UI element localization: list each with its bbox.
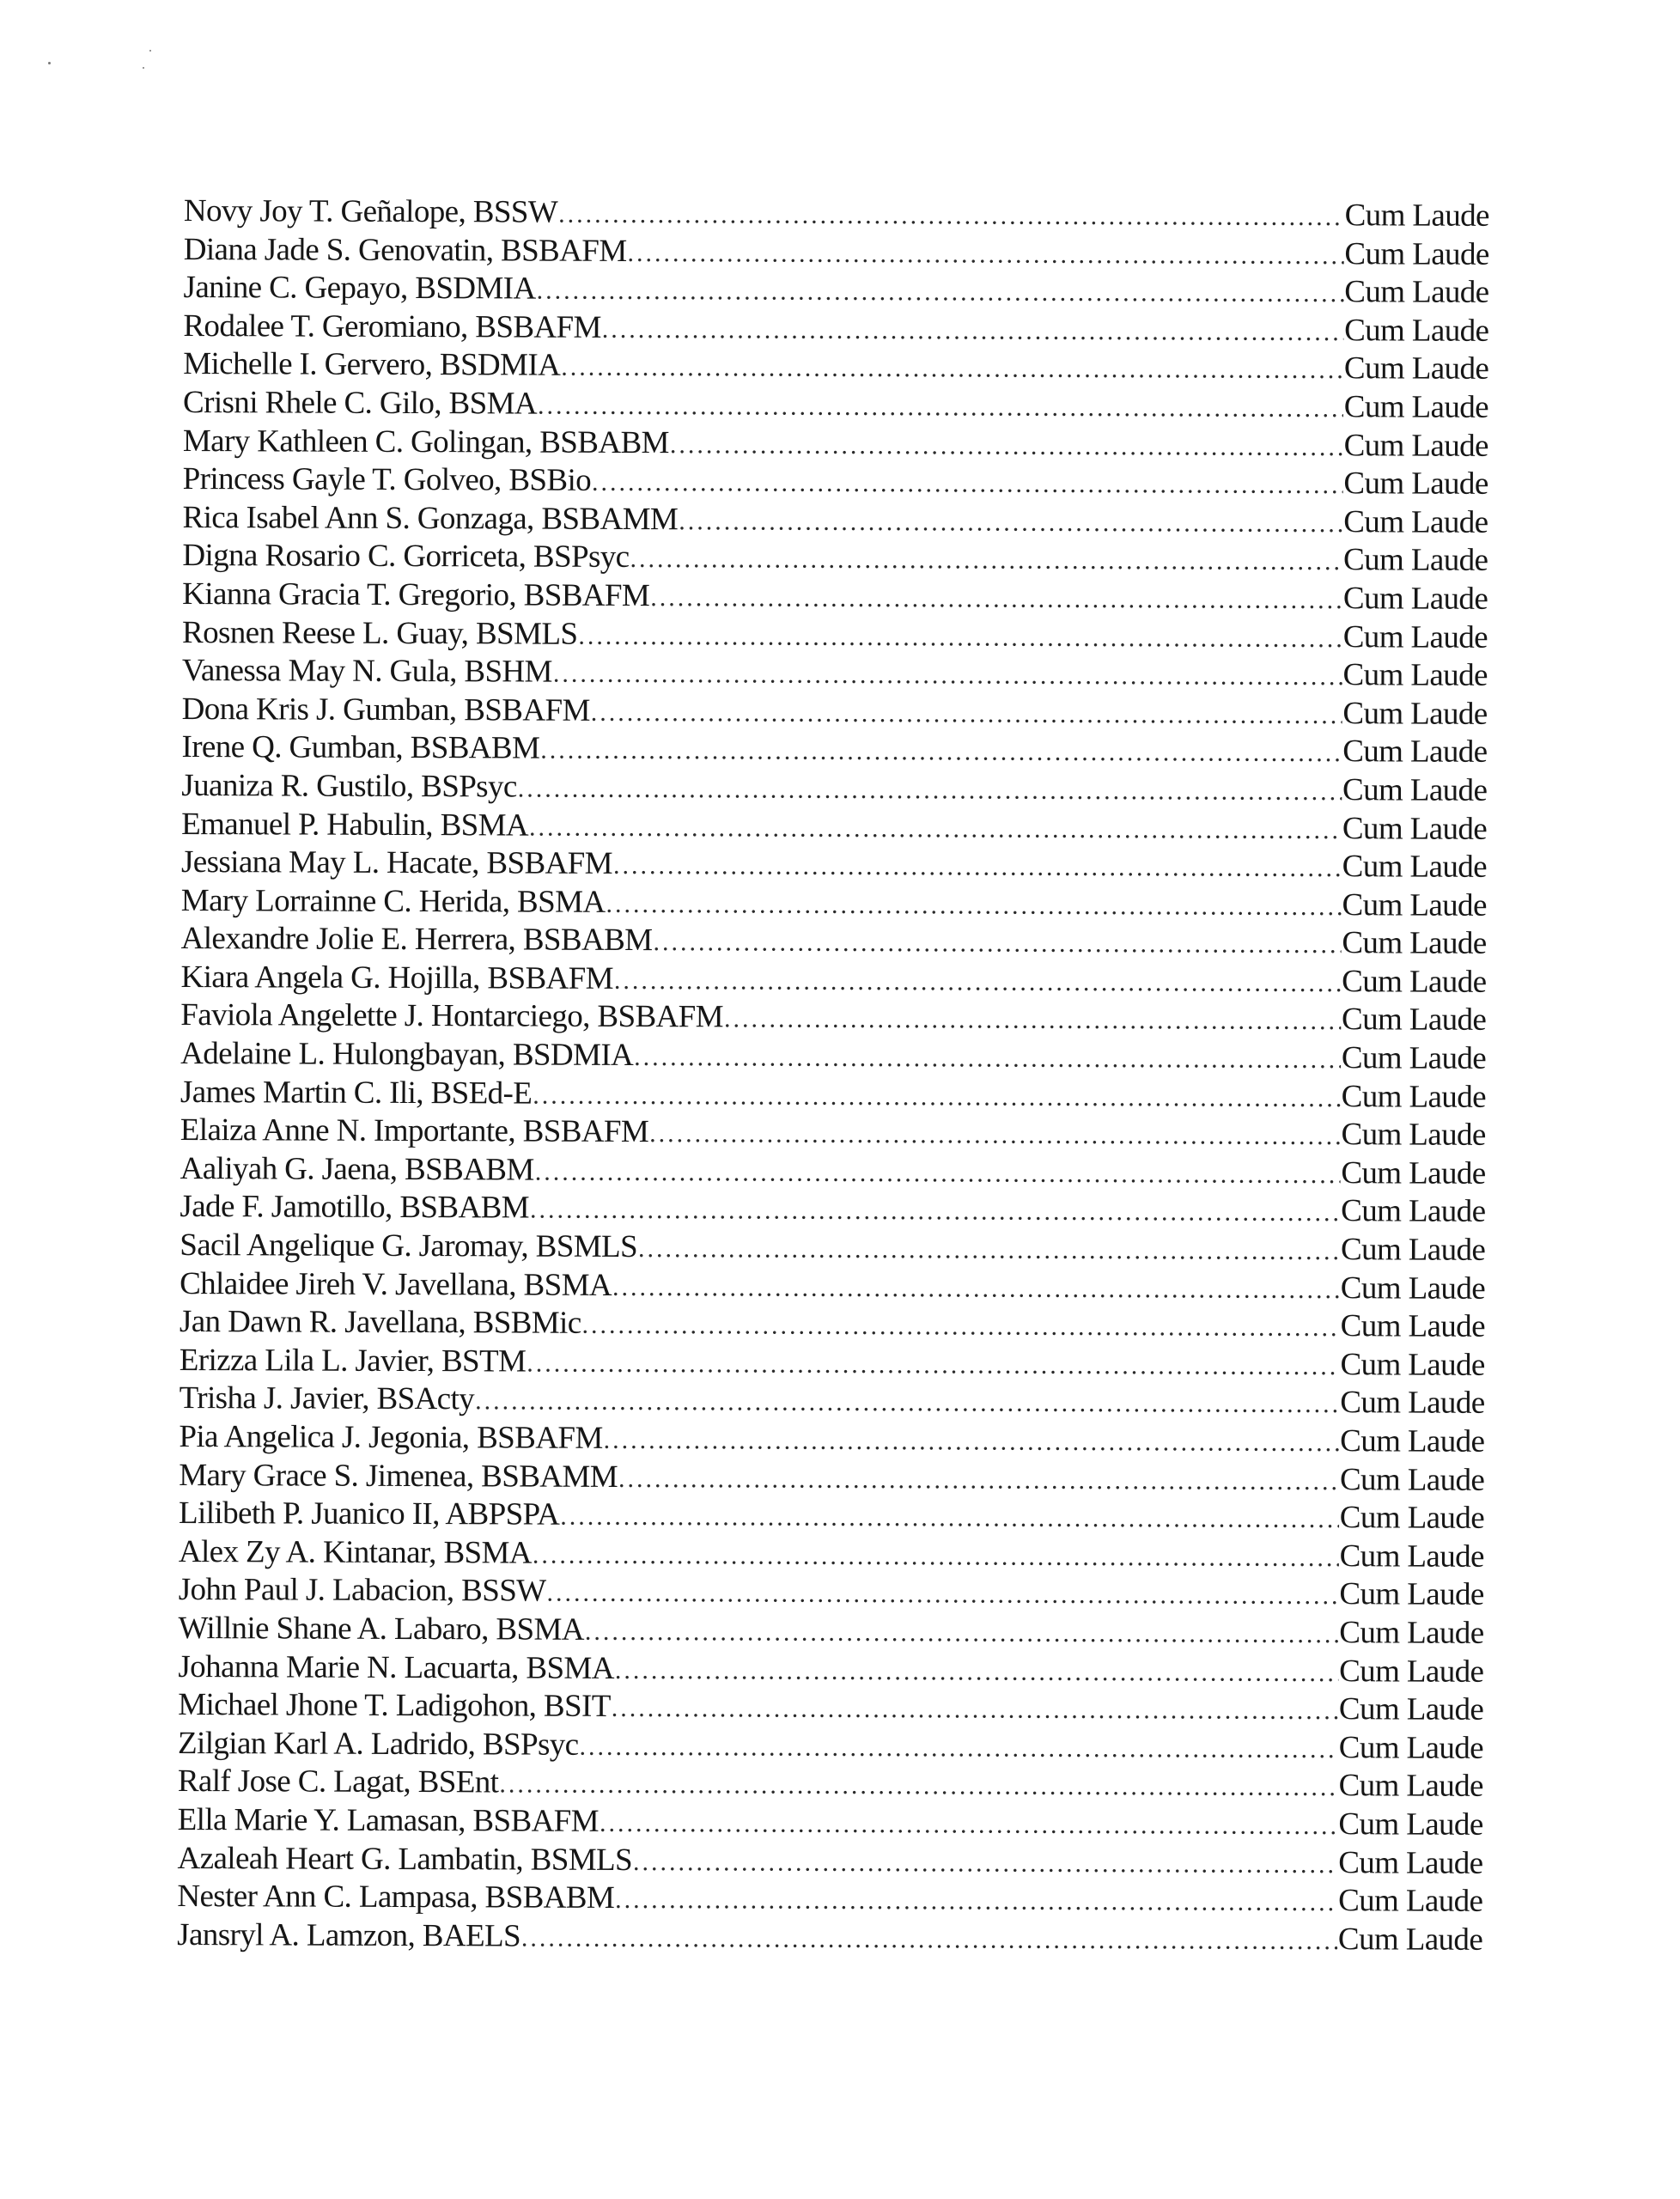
latin-honor: Cum Laude	[1339, 1653, 1484, 1690]
latin-honor: Cum Laude	[1342, 964, 1487, 1000]
graduate-name: Rosnen Reese L. Guay, BSMLS	[181, 614, 578, 652]
dot-leader	[537, 272, 1344, 314]
graduate-name: Nester Ann C. Lampasa, BSBABM	[177, 1879, 615, 1916]
dot-leader	[634, 1039, 1341, 1080]
dot-leader	[591, 694, 1342, 735]
list-item	[183, 269, 1488, 312]
list-item	[177, 1840, 1482, 1883]
latin-honor: Cum Laude	[1339, 1500, 1485, 1537]
dot-leader	[602, 311, 1343, 352]
dot-leader	[579, 1728, 1337, 1770]
list-item	[183, 308, 1488, 350]
dot-leader	[540, 732, 1342, 773]
latin-honor: Cum Laude	[1342, 886, 1487, 923]
list-item	[183, 423, 1488, 466]
latin-honor: Cum Laude	[1340, 1423, 1485, 1459]
graduate-name: Vanessa May N. Gula, BSHM	[181, 653, 552, 690]
latin-honor: Cum Laude	[1338, 1729, 1484, 1766]
list-item	[182, 537, 1488, 580]
latin-honor: Cum Laude	[1339, 1576, 1484, 1613]
latin-honor: Cum Laude	[1340, 1308, 1486, 1345]
dot-leader	[614, 962, 1341, 1003]
latin-honor: Cum Laude	[1342, 810, 1488, 847]
list-item	[178, 1648, 1483, 1691]
list-item	[180, 959, 1486, 1002]
latin-honor: Cum Laude	[1342, 695, 1488, 732]
dot-leader	[638, 1230, 1340, 1271]
graduate-name: Kianna Gracia T. Gregorio, BSBAFM	[182, 576, 650, 614]
dot-leader	[604, 1422, 1340, 1463]
graduate-name: Azaleah Heart G. Lambatin, BSMLS	[177, 1840, 633, 1878]
dot-leader	[535, 1153, 1341, 1194]
list-item	[178, 1610, 1483, 1653]
graduate-name: Alexandre Jolie E. Herrera, BSBABM	[180, 921, 653, 959]
graduate-name: Janine C. Gepayo, BSDMIA	[183, 270, 536, 307]
list-item	[181, 728, 1487, 771]
graduate-name: Dona Kris J. Gumban, BSBAFM	[181, 691, 590, 728]
dot-leader	[533, 1076, 1341, 1118]
dot-leader	[533, 1536, 1339, 1577]
graduate-name: Diana Jade S. Genovatin, BSBAFM	[183, 231, 627, 269]
latin-honor: Cum Laude	[1343, 427, 1488, 464]
latin-honor: Cum Laude	[1339, 1461, 1485, 1498]
dot-leader	[615, 1881, 1337, 1922]
list-item	[181, 882, 1487, 925]
list-item	[180, 1035, 1486, 1078]
dot-leader	[518, 770, 1342, 811]
graduate-name: Digna Rosario C. Gorriceta, BSPsyc	[182, 538, 630, 576]
graduate-name: Elaiza Anne N. Importante, BSBAFM	[180, 1112, 649, 1150]
graduate-name: Willnie Shane A. Labaro, BSMA	[178, 1610, 584, 1648]
graduate-name: Alex Zy A. Kintanar, BSMA	[178, 1533, 533, 1571]
graduate-name: Pia Angelica J. Jegonia, BSBAFM	[179, 1418, 603, 1456]
list-item	[177, 1878, 1482, 1921]
graduate-name: Jansryl A. Lamzon, BAELS	[177, 1916, 521, 1954]
dot-leader	[612, 1269, 1340, 1310]
dot-leader	[558, 196, 1344, 237]
latin-honor: Cum Laude	[1343, 389, 1489, 425]
latin-honor: Cum Laude	[1341, 1040, 1487, 1076]
dot-leader	[600, 1805, 1338, 1846]
scan-speck	[149, 50, 151, 52]
dot-leader	[612, 1690, 1338, 1731]
list-item	[180, 996, 1486, 1039]
dot-leader	[585, 1613, 1339, 1654]
latin-honor: Cum Laude	[1340, 1385, 1485, 1422]
list-item	[180, 1150, 1486, 1193]
dot-leader	[630, 540, 1342, 582]
latin-honor: Cum Laude	[1343, 503, 1488, 540]
list-item	[178, 1686, 1483, 1729]
list-item	[180, 1303, 1485, 1346]
graduate-name: Sacil Angelique G. Jaromay, BSMLS	[180, 1227, 638, 1265]
dot-leader	[546, 1575, 1338, 1616]
graduate-name: Mary Kathleen C. Golingan, BSBABM	[182, 423, 669, 460]
dot-leader	[649, 1115, 1340, 1156]
latin-honor: Cum Laude	[1341, 1002, 1487, 1039]
latin-honor: Cum Laude	[1337, 1921, 1483, 1958]
list-item	[180, 1342, 1485, 1385]
latin-honor: Cum Laude	[1342, 657, 1488, 693]
graduate-name: Jessiana May L. Hacate, BSBAFM	[180, 844, 613, 882]
list-item	[180, 1112, 1486, 1154]
graduate-name: Lilibeth P. Juanico II, ABPSPA	[179, 1495, 560, 1532]
graduate-name: Rica Isabel Ann S. Gonzaga, BSBAMM	[182, 499, 679, 537]
dot-leader	[650, 579, 1342, 620]
list-item	[183, 460, 1488, 503]
dot-leader	[679, 503, 1342, 544]
dot-leader	[553, 655, 1342, 697]
dot-leader	[670, 426, 1343, 467]
graduate-name: Ella Marie Y. Lamasan, BSBAFM	[177, 1801, 600, 1839]
latin-honor: Cum Laude	[1341, 1078, 1487, 1115]
dot-leader	[724, 1001, 1341, 1041]
latin-honor: Cum Laude	[1344, 274, 1489, 311]
latin-honor: Cum Laude	[1342, 734, 1488, 771]
latin-honor: Cum Laude	[1338, 1844, 1483, 1881]
list-item	[179, 1418, 1484, 1461]
latin-honor: Cum Laude	[1344, 235, 1489, 272]
list-item	[182, 652, 1488, 695]
latin-honor: Cum Laude	[1339, 1538, 1484, 1575]
dot-leader	[527, 1344, 1339, 1386]
graduate-name: Trisha J. Javier, BSActy	[179, 1380, 475, 1417]
list-item	[180, 1188, 1485, 1231]
latin-honor: Cum Laude	[1341, 1117, 1486, 1154]
graduate-name: Adelaine L. Hulongbayan, BSDMIA	[180, 1036, 634, 1074]
list-item	[180, 1380, 1485, 1422]
dot-leader	[606, 886, 1341, 927]
dot-leader	[538, 387, 1343, 429]
graduate-name: John Paul J. Labacion, BSSW	[178, 1572, 546, 1610]
list-item	[182, 499, 1488, 542]
graduate-name: Mary Grace S. Jimenea, BSBAMM	[179, 1457, 618, 1495]
list-item	[177, 1916, 1482, 1959]
list-item	[184, 231, 1489, 274]
latin-honor: Cum Laude	[1338, 1768, 1483, 1805]
list-item	[183, 384, 1488, 427]
dot-leader	[618, 1460, 1339, 1502]
latin-honor: Cum Laude	[1339, 1615, 1484, 1651]
dot-leader	[475, 1383, 1339, 1424]
list-item	[181, 767, 1487, 810]
latin-honor: Cum Laude	[1343, 350, 1489, 387]
latin-honor: Cum Laude	[1342, 618, 1488, 655]
graduate-name: Johanna Marie N. Lacuarta, BSMA	[178, 1648, 614, 1686]
graduate-name: Faviola Angelette J. Hontarciego, BSBAFM	[180, 997, 724, 1035]
latin-honor: Cum Laude	[1338, 1806, 1483, 1843]
list-item	[184, 192, 1489, 235]
dot-leader	[521, 1919, 1337, 1960]
list-item	[181, 920, 1487, 963]
graduate-name: Ralf Jose C. Lagat, BSEnt	[177, 1763, 499, 1800]
scan-speck	[48, 62, 51, 64]
list-item	[178, 1801, 1483, 1844]
latin-honor: Cum Laude	[1340, 1346, 1485, 1383]
graduate-name: James Martin C. Ili, BSEd-E	[180, 1074, 533, 1112]
graduate-name: Zilgian Karl A. Ladrido, BSPsyc	[177, 1725, 579, 1763]
list-item	[181, 844, 1487, 886]
latin-honor: Cum Laude	[1341, 1155, 1486, 1191]
dot-leader	[582, 1307, 1340, 1348]
graduate-name: Chlaidee Jireh V. Javellana, BSMA	[180, 1265, 612, 1303]
dot-leader	[561, 349, 1343, 390]
latin-honor: Cum Laude	[1344, 198, 1489, 234]
dot-leader	[592, 464, 1343, 505]
graduate-name: Juaniza R. Gustilo, BSPsyc	[181, 767, 517, 805]
list-item	[182, 614, 1488, 657]
dot-leader	[615, 1652, 1338, 1693]
list-item	[181, 805, 1487, 848]
dot-leader	[529, 808, 1342, 850]
latin-honor: Cum Laude	[1340, 1232, 1486, 1268]
latin-honor: Cum Laude	[1343, 542, 1488, 579]
dot-leader	[530, 1191, 1340, 1233]
honors-list	[177, 192, 1489, 1959]
dot-leader	[560, 1498, 1339, 1539]
graduate-name: Michael Jhone T. Ladigohon, BSIT	[178, 1687, 611, 1725]
dot-leader	[499, 1766, 1337, 1807]
latin-honor: Cum Laude	[1343, 466, 1488, 502]
graduate-name: Irene Q. Gumban, BSBABM	[181, 729, 540, 766]
list-item	[179, 1533, 1484, 1576]
list-item	[179, 1495, 1484, 1538]
graduate-name: Princess Gayle T. Golveo, BSBio	[182, 461, 592, 498]
graduate-name: Aaliyah G. Jaena, BSBABM	[180, 1150, 534, 1188]
graduate-name: Novy Joy T. Geñalope, BSSW	[183, 193, 558, 230]
list-item	[179, 1457, 1484, 1500]
graduate-name: Rodalee T. Geromiano, BSBAFM	[183, 308, 601, 345]
scan-speck	[143, 67, 144, 69]
dot-leader	[653, 923, 1341, 965]
graduate-name: Mary Lorrainne C. Herida, BSMA	[180, 882, 606, 920]
latin-honor: Cum Laude	[1342, 772, 1488, 808]
dot-leader	[578, 617, 1342, 658]
latin-honor: Cum Laude	[1341, 1193, 1486, 1230]
list-item	[183, 345, 1488, 388]
graduate-name: Jade F. Jamotillo, BSBABM	[180, 1189, 530, 1226]
dot-leader	[633, 1843, 1337, 1885]
latin-honor: Cum Laude	[1338, 1883, 1483, 1919]
latin-honor: Cum Laude	[1344, 312, 1489, 349]
latin-honor: Cum Laude	[1338, 1691, 1484, 1727]
list-item	[178, 1763, 1483, 1806]
list-item	[180, 1227, 1485, 1270]
list-item	[182, 576, 1488, 618]
graduate-name: Emanuel P. Habulin, BSMA	[181, 806, 529, 844]
graduate-name: Crisni Rhele C. Gilo, BSMA	[182, 384, 538, 422]
graduate-name: Jan Dawn R. Javellana, BSBMic	[179, 1304, 581, 1342]
latin-honor: Cum Laude	[1342, 925, 1487, 962]
latin-honor: Cum Laude	[1342, 581, 1488, 617]
latin-honor: Cum Laude	[1342, 849, 1488, 885]
latin-honor: Cum Laude	[1340, 1270, 1486, 1307]
graduate-name: Kiara Angela G. Hojilla, BSBAFM	[180, 959, 614, 996]
list-item	[180, 1074, 1486, 1117]
list-item	[182, 691, 1488, 734]
graduate-name: Erizza Lila L. Javier, BSTM	[179, 1342, 527, 1380]
dot-leader	[627, 235, 1343, 276]
dot-leader	[613, 847, 1342, 888]
graduate-name: Michelle I. Gervero, BSDMIA	[183, 346, 561, 384]
list-item	[180, 1265, 1485, 1308]
list-item	[179, 1571, 1484, 1614]
list-item	[178, 1725, 1483, 1768]
